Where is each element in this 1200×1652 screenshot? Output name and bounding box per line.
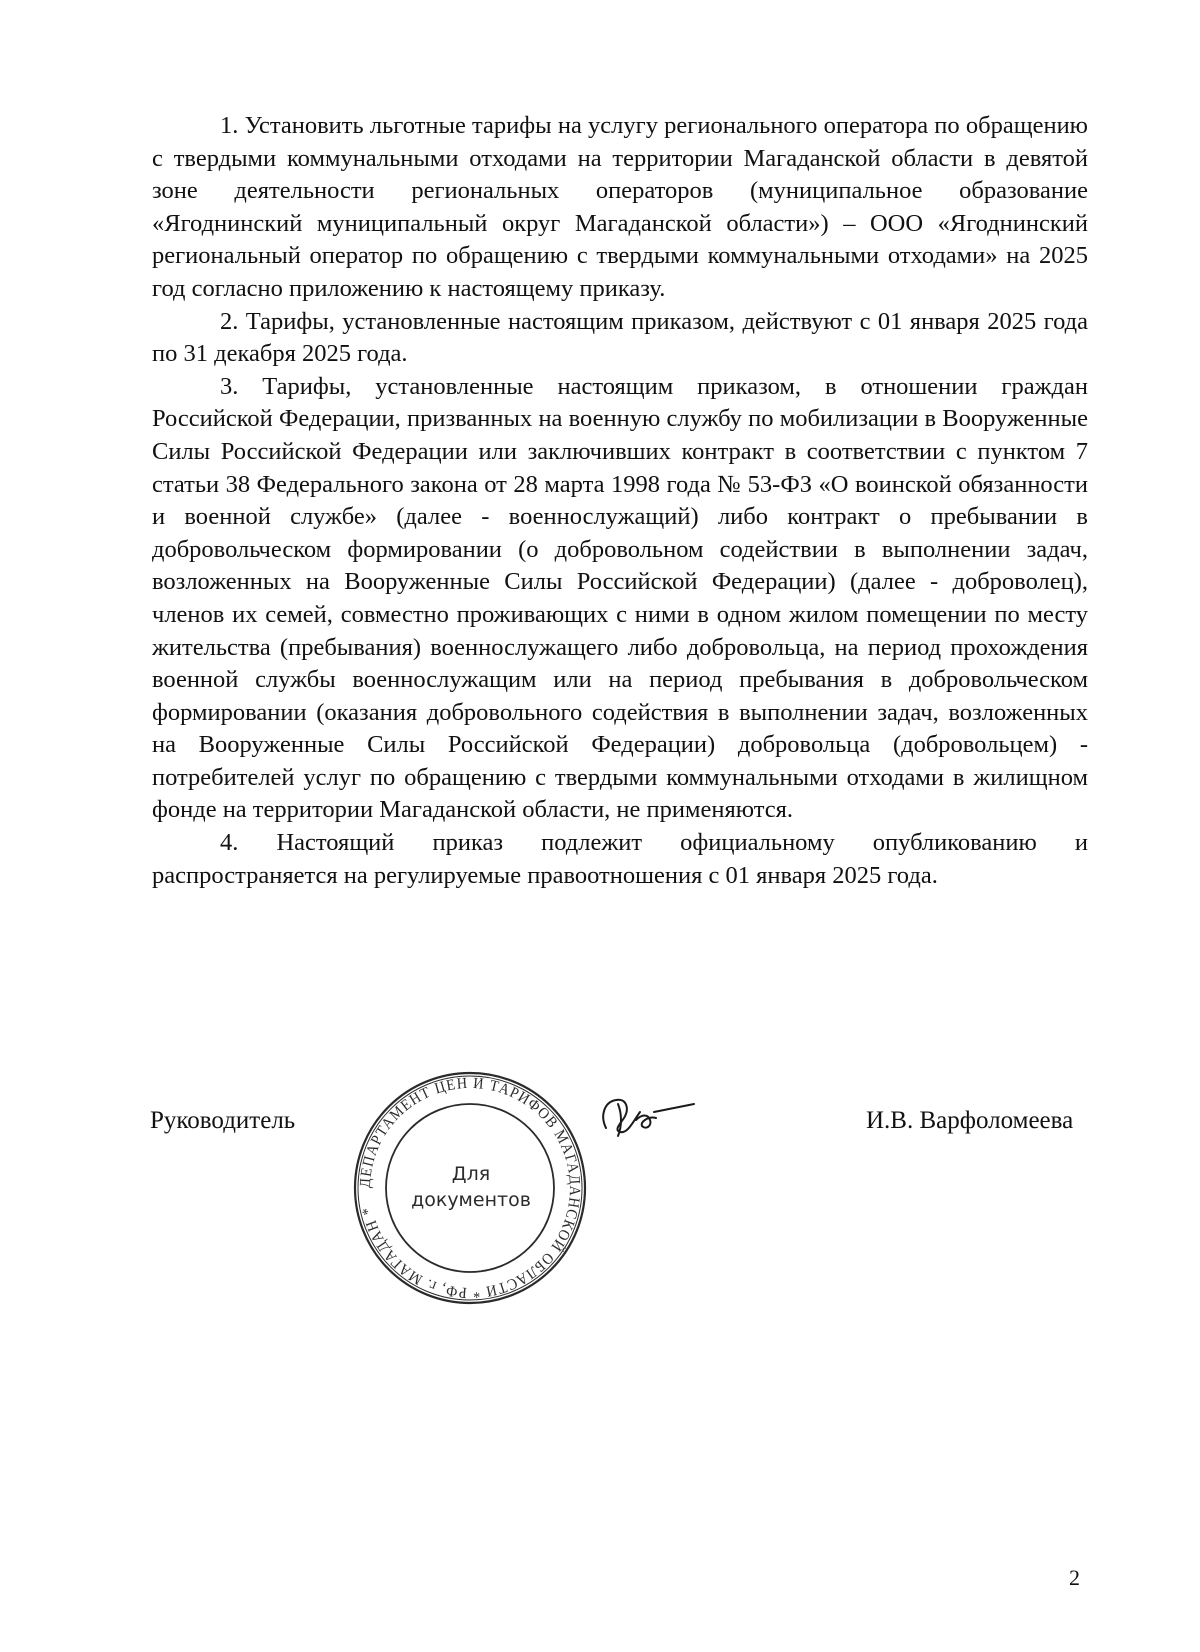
svg-text:ДЕПАРТАМЕНТ ЦЕН И ТАРИФОВ МАГА — [357, 1075, 583, 1301]
signer-name: И.В. Варфоломеева — [866, 1107, 1074, 1134]
seal-center-line-2: документов — [411, 1189, 531, 1211]
official-seal-icon — [350, 1068, 590, 1308]
paragraph-1: 1. Установить льготные тарифы на услугу регионального оператора по обращению с твердыми коммунальными отходами на территории Магаданской области в девятой зоне деятельности региональных операторов (муниципальное образование «Ягоднинский муниципальный округ Магаданской области») – ООО «Ягоднинский региональный оператор по обращению с твердыми коммунальными отходами» на 2025 год согласно приложению к настоящему приказу. — [152, 112, 1088, 302]
seal-center-line-1: Для — [451, 1163, 491, 1185]
paragraph-4: 4. Настоящий приказ подлежит официальному опубликованию и распространяется на регулируемые правоотношения с 01 января 2025 года. — [152, 829, 1088, 889]
signer-position: Руководитель — [150, 1107, 296, 1134]
paragraph-2: 2. Тарифы, установленные настоящим приказом, действуют с 01 января 2025 года по 31 декабря 2025 года. — [152, 307, 1088, 368]
seal-ring-text: ДЕПАРТАМЕНТ ЦЕН И ТАРИФОВ МАГАДАНСКОЙ ОБЛАСТИ * РФ, г. МАГАДАН * — [356, 1074, 584, 1302]
document-body — [152, 110, 1088, 892]
page-number: 2 — [1069, 1565, 1080, 1590]
handwritten-signature-icon — [596, 1090, 696, 1146]
paragraph-3: 3. Тарифы, установленные настоящим приказом, в отношении граждан Российской Федерации, призванных на военную службу по мобилизации в Вооруженные Силы Российской Федерации или заключивших контракт в соответствии с пунктом 7 статьи 38 Федерального закона от 28 марта 1998 года № 53-ФЗ «О воинской обязанности и военной службе» (далее - военнослужащий) либо контракт о пребывании в добровольческом формировании (о добровольном содействии в выполнении задач, возложенных на Вооруженные Силы Российской Федерации) (далее - доброволец), членов их семей, совместно проживающих с ними в одном жилом помещении по месту жительства (пребывания) военнослужащего либо добровольца, на период прохождения военной службы военнослужащим или на период пребывания в добровольческом формировании (оказания добровольного содействия в выполнении задач, возложенных на Вооруженные Силы Российской Федерации) добровольца (добровольцем) - потребителей услуг по обращению с твердыми коммунальными отходами в жилищном фонде на территории Магаданской области, не применяются. — [152, 372, 1088, 824]
